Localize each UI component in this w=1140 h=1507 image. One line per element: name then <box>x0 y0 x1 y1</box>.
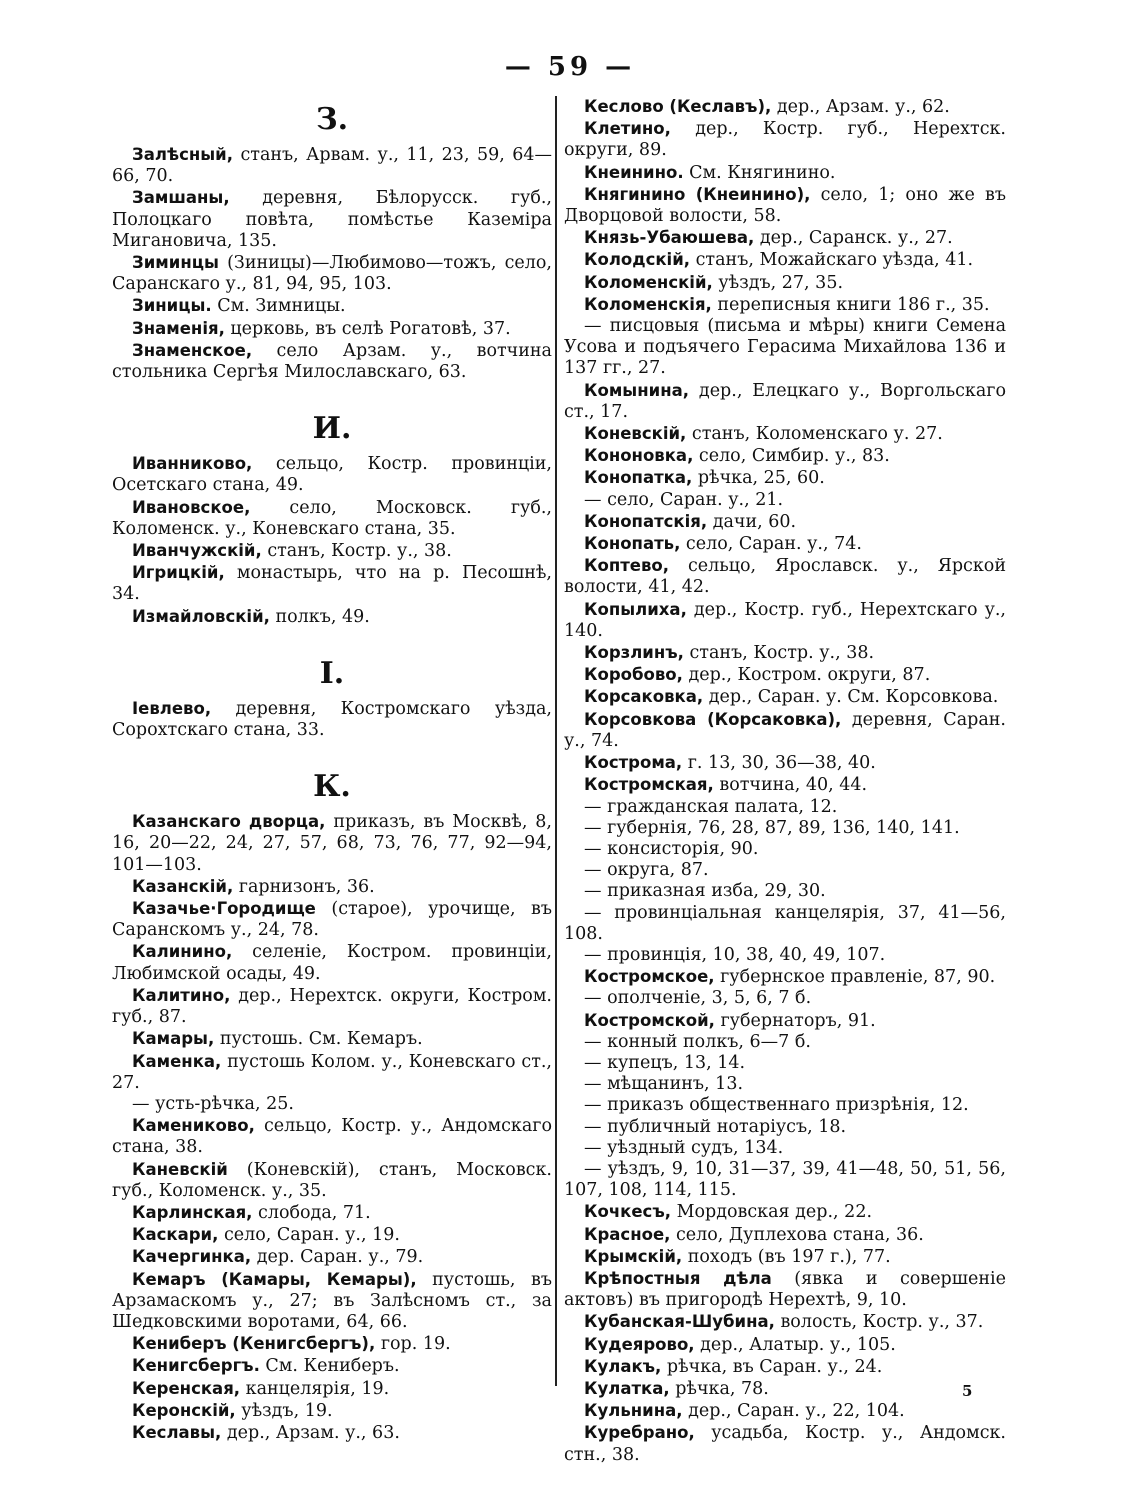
entry-headword: Зиминцы <box>132 253 219 273</box>
entry-headword: Іевлево, <box>132 698 212 718</box>
index-entry <box>564 686 1006 708</box>
entry-text: (Зиницы)—Любимово—тожъ, село, Саранскаго у., 81, 94, 95, 103. <box>112 253 552 295</box>
entry-headword: Коневскій, <box>584 424 687 444</box>
entry-headword: Кеславы, <box>132 1422 222 1442</box>
index-entry <box>564 839 1006 860</box>
index-column-right <box>564 96 1006 1466</box>
index-entry <box>564 966 1006 988</box>
index-entry <box>112 606 552 628</box>
entry-headword: Карлинская, <box>132 1202 253 1222</box>
index-entry <box>112 876 552 898</box>
entry-headword: Крымскій, <box>584 1246 683 1266</box>
index-entry <box>112 1400 552 1422</box>
index-entry <box>564 555 1006 598</box>
entry-headword: Костромская, <box>584 775 714 795</box>
index-entry <box>112 540 552 562</box>
entry-text: село, Московск. губ., Коломенск. у., Коневскаго стана, 35. <box>112 497 552 539</box>
entry-headword: Кудеярово, <box>584 1334 695 1354</box>
entry-text: дер., Саран. у., 22, 104. <box>682 1401 905 1422</box>
index-entry <box>564 1378 1006 1400</box>
entry-text: — уѣздный судъ, 134. <box>584 1137 784 1158</box>
entry-text: приказъ, въ Москвѣ, 8, 16, 20—22, 24, 27, 57, 68, 73, 76, 77, 92—94, 101—103. <box>112 812 552 875</box>
entry-text: гор. 19. <box>375 1334 451 1355</box>
entry-text: (Коневскій), станъ, Московск. губ., Коломенск. у., 35. <box>112 1159 552 1201</box>
entry-text: усадьба, Костр. у., Андомск. стн., 38. <box>564 1423 1006 1465</box>
index-entry <box>564 1334 1006 1356</box>
index-entry <box>564 818 1006 839</box>
entry-headword: Кононовка, <box>584 446 694 466</box>
page-number: — 59 — <box>504 52 636 82</box>
index-entry <box>564 945 1006 966</box>
entry-text: дер., Костр. губ., Нерехтск. округи, 89. <box>564 119 1006 161</box>
index-entry <box>564 903 1006 945</box>
entry-headword: Замшаны, <box>132 188 230 208</box>
entry-text: сельцо, Костр. провинціи, Осетскаго стана, 49. <box>112 454 552 496</box>
entry-text: церковь, въ селѣ Рогатовѣ, 37. <box>224 318 511 339</box>
entry-text: уѣздъ, 19. <box>235 1400 333 1421</box>
entry-headword: Корсовкова (Корсаковка), <box>584 709 842 729</box>
index-entry <box>112 1224 552 1246</box>
section-letter: К. <box>313 769 351 805</box>
index-entry <box>564 467 1006 489</box>
entry-text: монастырь, что на р. Песошнѣ, 34. <box>112 563 552 605</box>
index-entry <box>564 774 1006 796</box>
entry-text: слобода, 71. <box>252 1202 371 1223</box>
entry-text: станъ, Коломенскаго у. 27. <box>686 424 943 445</box>
index-entry <box>112 1269 552 1334</box>
entry-headword: Казачье·Городище <box>132 899 316 919</box>
entry-text: рѣчка, въ Саран. у., 24. <box>661 1356 883 1377</box>
entry-headword: Залѣсный, <box>132 145 234 164</box>
entry-text: — губернія, 76, 28, 87, 89, 136, 140, 141. <box>584 817 960 838</box>
entry-headword: Качергинка, <box>132 1247 252 1267</box>
index-entry <box>564 118 1006 161</box>
entry-text: — конный полкъ, 6—7 б. <box>584 1031 811 1052</box>
entry-text: — провинціальная канцелярія, 37, 41—56, 108. <box>564 902 1006 944</box>
index-entry <box>564 1032 1006 1053</box>
entry-headword: Кнеинино. <box>584 162 684 182</box>
entry-headword: Кемаръ (Камары, Кемары), <box>132 1269 417 1289</box>
section-letter: И. <box>312 411 352 447</box>
entry-text: — приказная изба, 29, 30. <box>584 881 826 902</box>
entry-text: — приказъ общественнаго призрѣнія, 12. <box>584 1095 969 1116</box>
index-entry <box>564 272 1006 294</box>
entry-headword: Зиницы. <box>132 296 212 316</box>
index-entry <box>564 1138 1006 1159</box>
entry-text: село, Симбир. у., 83. <box>693 446 890 467</box>
entry-text: дер., Алатыр. у., 105. <box>694 1334 896 1355</box>
index-entry <box>564 249 1006 271</box>
entry-headword: Керенская, <box>132 1378 241 1398</box>
index-entry <box>564 752 1006 774</box>
entry-text: деревня, Саран. у., 74. <box>564 709 1006 751</box>
entry-text: походъ (въ 197 г.), 77. <box>682 1246 891 1267</box>
entry-text: дер., Костром. округи, 87. <box>682 665 931 686</box>
entry-headword: Колодскій, <box>584 250 691 270</box>
index-entry <box>112 187 552 252</box>
index-entry <box>564 490 1006 511</box>
index-entry <box>112 252 552 295</box>
section-letter: З. <box>315 102 349 137</box>
entry-text: гарнизонъ, 36. <box>233 876 375 897</box>
entry-headword: Калинино, <box>132 942 233 962</box>
index-entry <box>112 811 552 876</box>
entry-text: рѣчка, 78. <box>669 1378 769 1399</box>
index-entry <box>564 1311 1006 1333</box>
index-entry <box>112 985 552 1028</box>
entry-text: село, Саран. у., 74. <box>680 534 862 555</box>
index-entry <box>112 941 552 984</box>
entry-headword: Иванчужскій, <box>132 541 262 561</box>
index-entry <box>112 1115 552 1158</box>
entry-headword: Кубанская-Шубина, <box>584 1312 775 1332</box>
index-entry <box>564 881 1006 902</box>
entry-headword: Корзлинъ, <box>584 643 684 663</box>
entry-headword: Кулатка, <box>584 1378 670 1398</box>
entry-text: Мордовская дер., 22. <box>671 1202 873 1223</box>
entry-headword: Керонскій, <box>132 1400 236 1420</box>
entry-text: пустошь. См. Кемаръ. <box>214 1029 423 1050</box>
index-entry <box>112 898 552 941</box>
entry-headword: Каневскій <box>132 1159 228 1179</box>
entry-headword: Кеслово (Кеславъ), <box>584 97 772 116</box>
entry-headword: Коломенскій, <box>584 272 713 292</box>
entry-headword: Клетино, <box>584 119 671 139</box>
entry-text: дачи, 60. <box>707 511 797 532</box>
entry-text: полкъ, 49. <box>269 606 370 627</box>
entry-headword: Княгинино (Кнеинино), <box>584 184 811 204</box>
index-entry <box>564 599 1006 642</box>
entry-text: См. Зимницы. <box>211 296 346 317</box>
column-divider <box>555 96 557 1386</box>
entry-text: — усть-рѣчка, 25. <box>132 1093 294 1114</box>
index-entry <box>112 295 552 317</box>
index-entry <box>564 1053 1006 1074</box>
entry-headword: Кочкесъ, <box>584 1202 671 1222</box>
entry-text: — провинція, 10, 38, 40, 49, 107. <box>584 944 886 965</box>
index-entry <box>564 227 1006 249</box>
index-entry <box>112 562 552 605</box>
entry-text: дер., Саран. у. См. Корсовкова. <box>703 687 999 708</box>
index-entry <box>564 1356 1006 1378</box>
entry-text: — консисторія, 90. <box>584 838 759 859</box>
entry-headword: Камениково, <box>132 1116 255 1136</box>
entry-text: — публичный нотаріусъ, 18. <box>584 1116 847 1137</box>
index-entry <box>112 453 552 496</box>
index-entry <box>564 664 1006 686</box>
entry-headword: Копылиха, <box>584 599 687 619</box>
entry-text: дер., Саранск. у., 27. <box>754 228 953 249</box>
index-entry <box>564 1074 1006 1095</box>
index-entry <box>112 1159 552 1202</box>
entry-headword: Конопатскія, <box>584 511 708 531</box>
entry-text: село, Дуплехова стана, 36. <box>670 1224 924 1245</box>
entry-text: сельцо, Костр. у., Андомскаго стана, 38. <box>112 1116 552 1158</box>
entry-headword: Кенигсбергъ. <box>132 1356 260 1376</box>
entry-text: село, 1; оно же въ Дворцовой волости, 58. <box>564 184 1006 227</box>
entry-headword: Ивановское, <box>132 497 251 517</box>
entry-headword: Кулакъ, <box>584 1356 662 1376</box>
entry-headword: Коломенскія, <box>584 294 712 314</box>
index-entry <box>564 709 1006 752</box>
entry-headword: Корсаковка, <box>584 687 704 707</box>
entry-text: — писцовыя (письма и мѣры) книги Семена Усова и подъячего Герасима Михайлова 136 и 137 гг., 27. <box>564 316 1006 379</box>
index-entry <box>564 316 1006 380</box>
entry-text: г. 13, 30, 36—38, 40. <box>682 753 876 774</box>
entry-text: дер., Костр. губ., Нерехтскаго у., 140. <box>564 599 1006 641</box>
entry-text: деревня, Костромскаго уѣзда, Сорохтскаго стана, 33. <box>112 698 552 741</box>
entry-headword: Кениберъ (Кенигсбергъ), <box>132 1334 376 1354</box>
signature-mark: 5 <box>962 1382 973 1400</box>
entry-text: переписныя книги 186 г., 35. <box>711 294 990 315</box>
entry-text: село Арзам. у., вотчина стольника Сергѣя Милославскаго, 63. <box>112 340 552 383</box>
entry-headword: Князь-Убаюшева, <box>584 228 755 248</box>
entry-text: См. Кениберъ. <box>259 1356 400 1377</box>
entry-text: — купецъ, 13, 14. <box>584 1052 746 1073</box>
index-entry <box>112 1028 552 1050</box>
index-entry <box>564 96 1006 118</box>
entry-text: — гражданская палата, 12. <box>584 796 838 817</box>
index-entry <box>564 988 1006 1009</box>
entry-headword: Калитино, <box>132 985 231 1005</box>
index-entry <box>112 1202 552 1224</box>
index-entry <box>564 1422 1006 1465</box>
entry-text: уѣздъ, 27, 35. <box>712 272 844 293</box>
index-entry <box>564 1246 1006 1268</box>
index-entry <box>112 497 552 540</box>
index-entry <box>564 1159 1006 1201</box>
entry-text: См. Княгинино. <box>683 162 836 183</box>
index-column-left <box>112 96 552 1444</box>
entry-text: деревня, Бѣлорусск. губ., Полоцкаго повѣта, помѣстье Каземіра Мигановича, 135. <box>112 188 552 251</box>
index-entry <box>564 1117 1006 1138</box>
entry-headword: Кульнина, <box>584 1401 683 1421</box>
entry-headword: Комынина, <box>584 380 689 400</box>
entry-text: волость, Костр. у., 37. <box>774 1312 984 1333</box>
index-entry <box>564 860 1006 881</box>
index-entry <box>564 797 1006 818</box>
index-entry <box>112 144 552 187</box>
entry-headword: Иванниково, <box>132 454 253 474</box>
section-letter: I. <box>319 655 345 691</box>
index-entry <box>564 642 1006 664</box>
entry-headword: Костромской, <box>584 1010 715 1030</box>
entry-text: — ополченіе, 3, 5, 6, 7 б. <box>584 988 812 1009</box>
entry-headword: Каскари, <box>132 1225 219 1245</box>
entry-headword: Казанскій, <box>132 876 234 896</box>
index-entry <box>564 162 1006 184</box>
index-entry <box>112 1355 552 1377</box>
entry-text: сельцо, Ярославск. у., Ярской волости, 41, 42. <box>564 556 1006 598</box>
entry-text: станъ, Костр. у., 38. <box>683 643 875 664</box>
entry-headword: Измайловскій, <box>132 606 270 626</box>
index-entry <box>564 380 1006 423</box>
index-entry <box>564 1400 1006 1422</box>
index-entry <box>112 1333 552 1355</box>
entry-text: станъ, Костр. у., 38. <box>261 541 452 562</box>
entry-headword: Крѣпостныя дѣла <box>584 1268 772 1288</box>
entry-headword: Игрицкій, <box>132 563 225 583</box>
index-entry <box>564 445 1006 467</box>
index-entry <box>564 1095 1006 1116</box>
index-entry <box>564 423 1006 445</box>
index-entry <box>112 698 552 741</box>
entry-text: станъ, Арвам. у., 11, 23, 59, 64—66, 70. <box>112 145 552 187</box>
index-entry <box>564 1201 1006 1223</box>
entry-text: — село, Саран. у., 21. <box>584 489 784 510</box>
entry-headword: Куребрано, <box>584 1423 695 1443</box>
entry-headword: Камары, <box>132 1029 215 1049</box>
entry-text: губернское правленіе, 87, 90. <box>714 967 996 988</box>
entry-text: дер., Арзам. у., 63. <box>221 1422 400 1443</box>
entry-text: дер., Нерехтск. округи, Костром. губ., 87. <box>112 985 552 1028</box>
entry-text: дер., Елецкаго у., Воргольскаго ст., 17. <box>564 380 1006 422</box>
index-entry <box>112 1246 552 1268</box>
entry-text: пустошь Колом. у., Коневскаго ст., 27. <box>112 1051 552 1093</box>
entry-text: пустошь, въ Арзамаскомъ у., 27; въ Залѣсномъ ст., за Шедковскими воротами, 64, 66. <box>112 1269 553 1332</box>
entry-text: губернаторъ, 91. <box>714 1010 876 1031</box>
entry-headword: Казанскаго дворца, <box>132 812 326 832</box>
entry-text: рѣчка, 25, 60. <box>692 468 825 489</box>
index-entry <box>112 1094 552 1115</box>
entry-headword: Знаменія, <box>132 318 225 338</box>
entry-text: дер., Арзам. у., 62. <box>771 97 950 117</box>
entry-headword: Кострома, <box>584 753 683 773</box>
entry-text: вотчина, 40, 44. <box>713 775 868 796</box>
entry-headword: Конопатка, <box>584 468 693 488</box>
index-entry <box>564 1224 1006 1246</box>
index-entry <box>112 318 552 340</box>
entry-headword: Красное, <box>584 1224 671 1244</box>
entry-text: — мѣщанинъ, 13. <box>584 1074 744 1095</box>
entry-headword: Знаменское, <box>132 340 253 360</box>
entry-headword: Коптево, <box>584 556 670 576</box>
index-entry <box>564 184 1006 227</box>
entry-text: — округа, 87. <box>584 860 709 881</box>
index-entry <box>112 1378 552 1400</box>
index-entry <box>564 1010 1006 1032</box>
index-entry <box>112 1422 552 1444</box>
entry-text: (старое), урочище, въ Саранскомъ у., 24, 78. <box>112 899 552 941</box>
entry-headword: Каменка, <box>132 1051 222 1071</box>
entry-text: дер. Саран. у., 79. <box>251 1247 424 1268</box>
entry-headword: Конопать, <box>584 534 681 554</box>
index-entry <box>564 511 1006 533</box>
index-entry <box>564 294 1006 316</box>
index-entry <box>112 340 552 383</box>
entry-text: селеніе, Костром. провинціи, Любимской осады, 49. <box>112 942 552 984</box>
entry-text: станъ, Можайскаго уѣзда, 41. <box>690 250 974 271</box>
entry-headword: Коробово, <box>584 665 683 685</box>
entry-headword: Костромское, <box>584 967 715 987</box>
entry-text: — уѣздъ, 9, 10, 31—37, 39, 41—48, 50, 51, 56, 107, 108, 114, 115. <box>564 1158 1006 1201</box>
entry-text: село, Саран. у., 19. <box>218 1225 400 1246</box>
entry-text: (явка и совершеніе актовъ) въ пригородѣ Нерехтѣ, 9, 10. <box>564 1268 1006 1311</box>
index-entry <box>564 1268 1006 1311</box>
index-entry <box>564 533 1006 555</box>
index-entry <box>112 1051 552 1094</box>
entry-text: канцелярія, 19. <box>240 1378 390 1399</box>
